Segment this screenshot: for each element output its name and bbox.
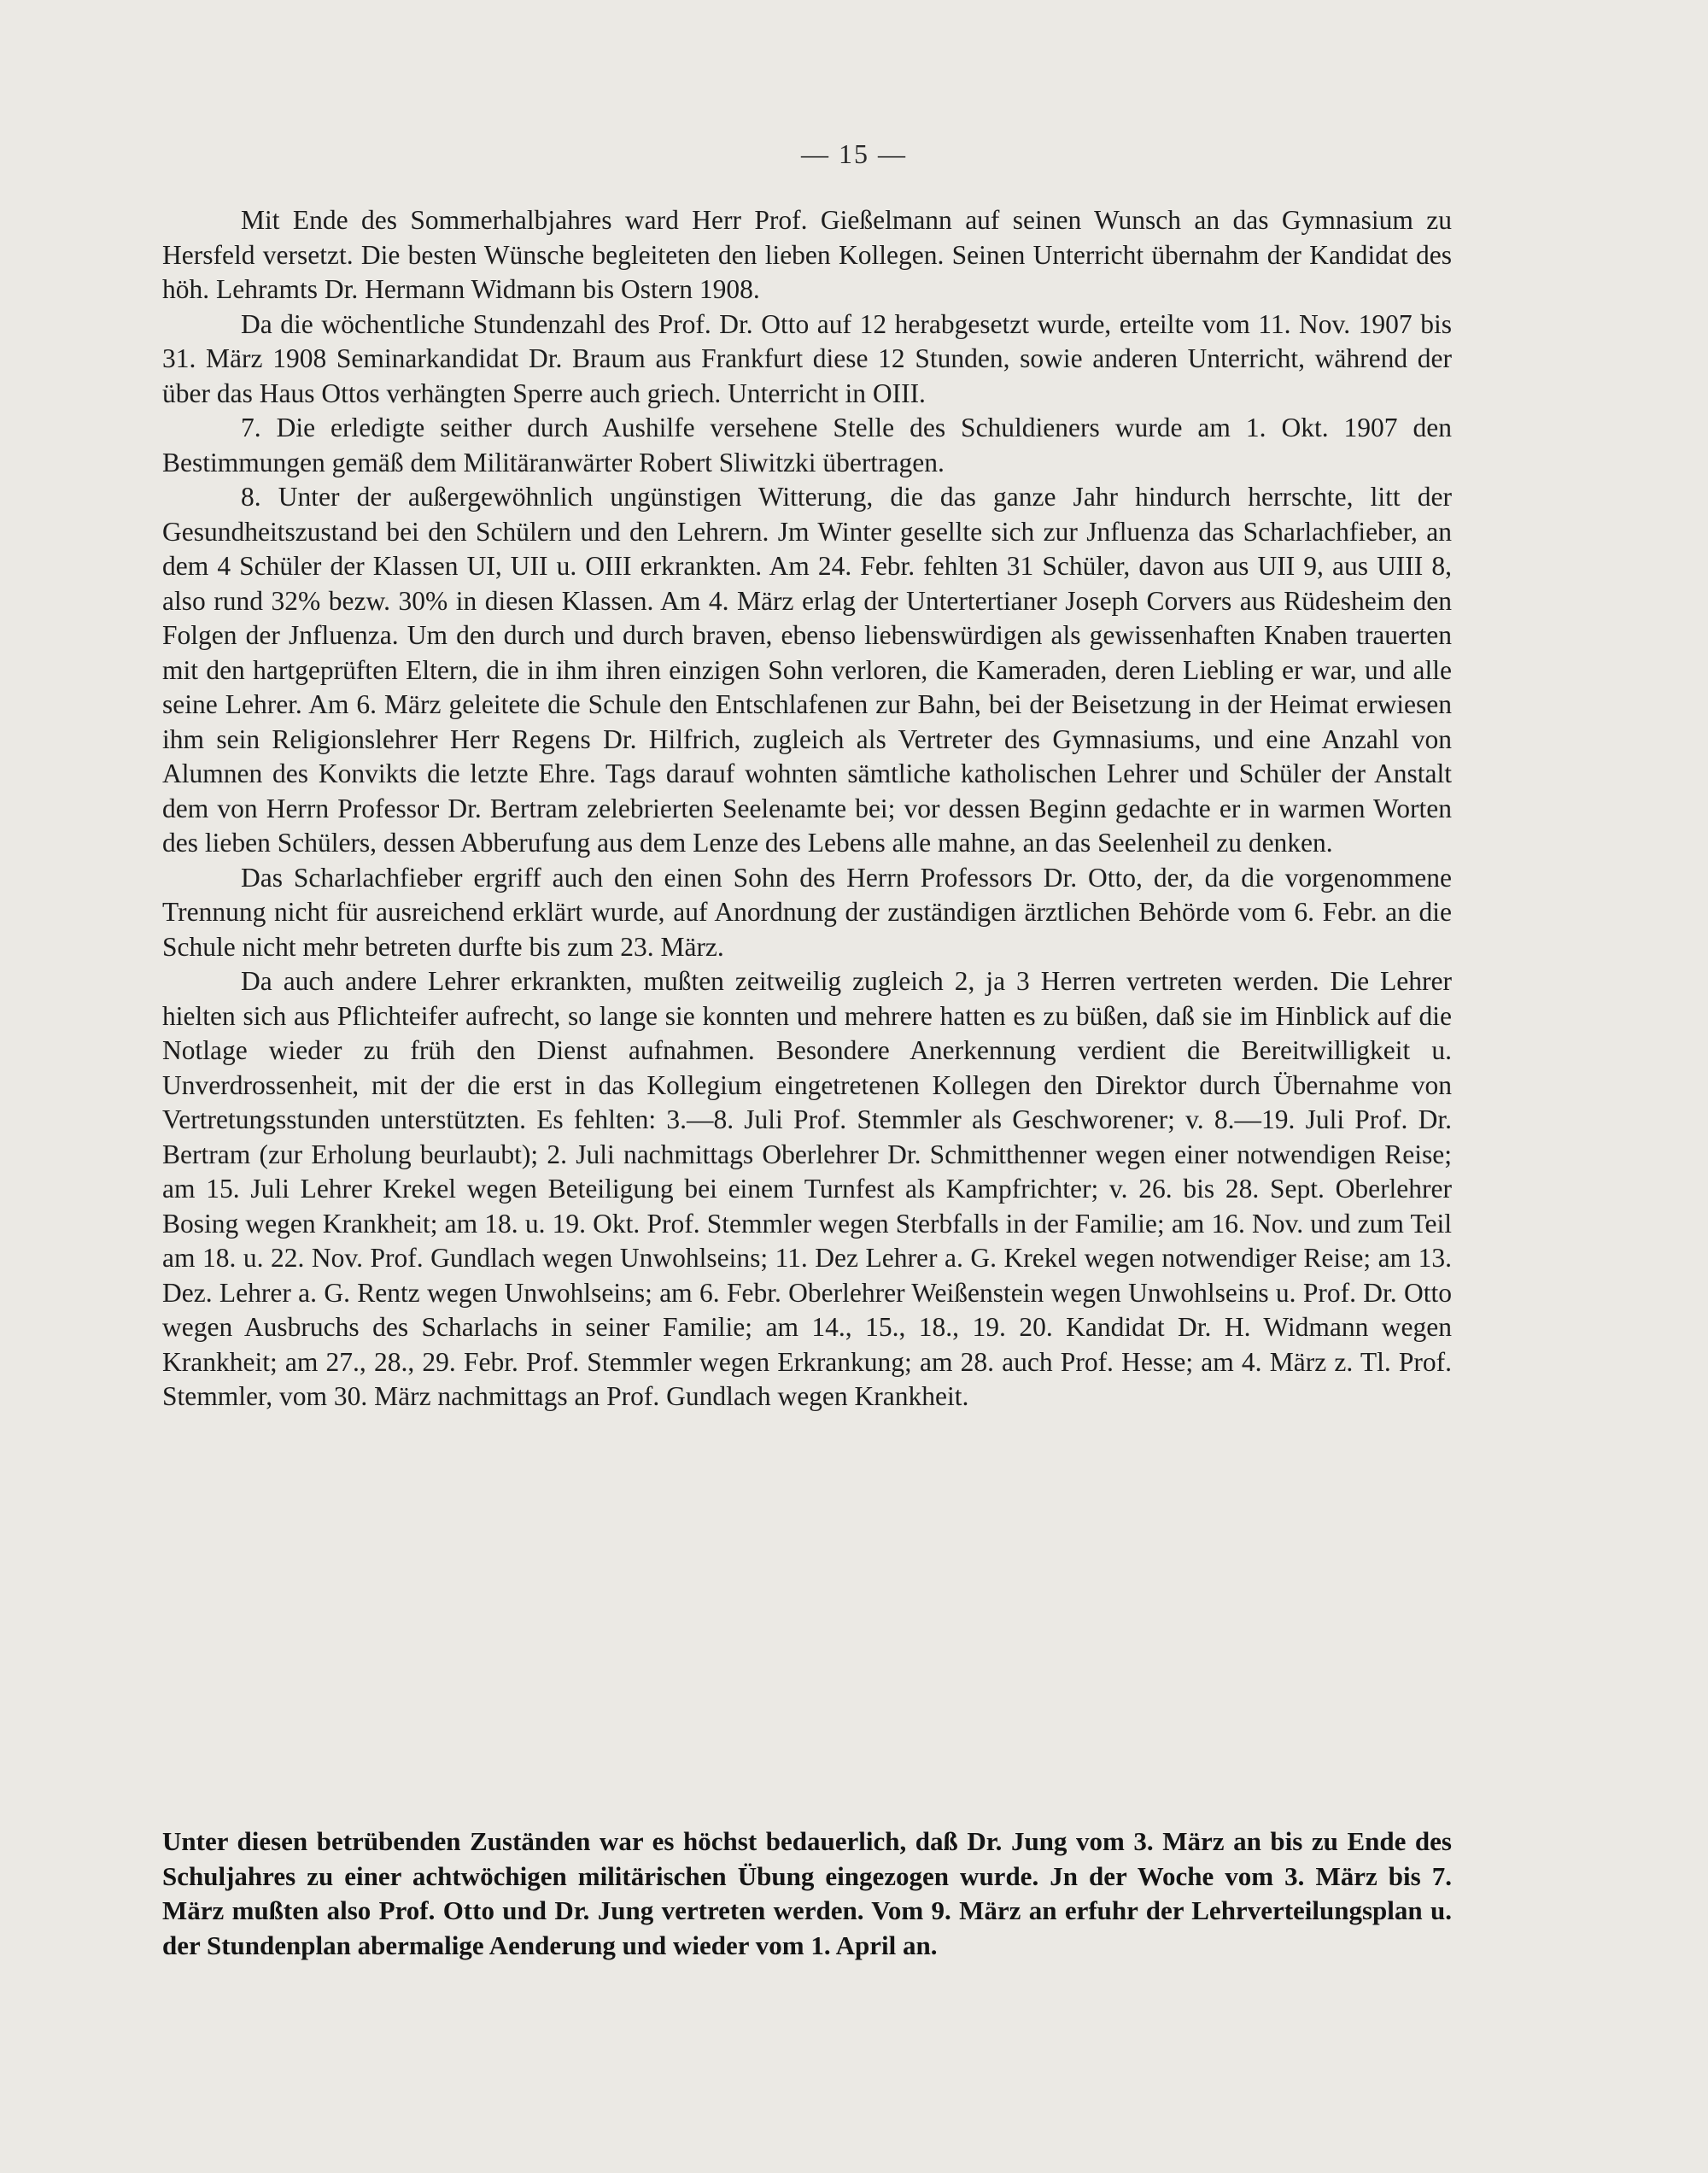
- paragraph-military-exercise: Unter diesen betrübenden Zuständen war es höchst bedauerlich, daß Dr. Jung vom 3. März an bis zu Ende des Schuljahres zu einer achtwöchigen militärischen Übung eingezogen wurde. Jn der Woche vom 3. März bis 7. März mußten also Prof. Otto und Dr. Jung vertreten werden. Vom 9. März an erfuhr der Lehrverteilungsplan u. der Stundenplan abermalige Aenderung und wieder vom 1. April an.: [162, 1826, 1452, 1960]
- paragraph-scarlet-fever: Das Scharlachfieber ergriff auch den einen Sohn des Herrn Professors Dr. Otto, der, da die vorgenommene Trennung nicht für ausreichend erklärt wurde, auf Anordnung der zuständigen ärztlichen Behörde vom 6. Febr. an die Schule nicht mehr betreten durfte bis zum 23. März.: [162, 862, 1452, 962]
- paragraph-teacher-absences: Da auch andere Lehrer erkrankten, mußten zeitweilig zugleich 2, ja 3 Herren vertreten werden. Die Lehrer hielten sich aus Pflichteifer aufrecht, so lange sie konnten und mehrere hatten es zu büßen, daß sie im Hinblick auf die Notlage wieder zu früh den Dienst aufnahmen. Besondere Anerkennung verdient die Bereitwilligkeit u. Unverdrossenheit, mit der die erst in das Kollegium eingetretenen Kollegen den Direktor durch Übernahme von Vertretungsstunden unterstützten. Es fehlten: 3.—8. Juli Prof. Stemmler als Geschworener; v. 8.—19. Juli Prof. Dr. Bertram (zur Erholung beurlaubt); 2. Juli nachmittags Oberlehrer Dr. Schmitthenner wegen einer notwendigen Reise; am 15. Juli Lehrer Krekel wegen Beteiligung bei einem Turnfest als Kampfrichter; v. 26. bis 28. Sept. Oberlehrer Bosing wegen Krankheit; am 18. u. 19. Okt. Prof. Stemmler wegen Sterbfalls in der Familie; am 16. Nov. und zum Teil am 18. u. 22. Nov. Prof. Gundlach wegen Unwohlseins; 11. Dez Lehrer a. G. Krekel wegen notwendiger Reise; am 13. Dez. Lehrer a. G. Rentz wegen Unwohlseins; am 6. Febr. Oberlehrer Weißenstein wegen Unwohlseins u. Prof. Dr. Otto wegen Ausbruchs des Scharlachs in seiner Familie; am 14., 15., 18., 19. 20. Kandidat Dr. H. Widmann wegen Krankheit; am 27., 28., 29. Febr. Prof. Stemmler wegen Erkrankung; am 28. auch Prof. Hesse; am 4. März z. Tl. Prof. Stemmler, vom 30. März nachmittags an Prof. Gundlach wegen Krankheit.: [162, 966, 1452, 1411]
- closing-text-block: [162, 1824, 1452, 1963]
- paragraph-health-situation: 8. Unter der außergewöhnlich ungünstigen Witterung, die das ganze Jahr hindurch herrschte, litt der Gesundheitszustand bei den Schülern und den Lehrern. Jm Winter gesellte sich zur Jnfluenza das Scharlachfieber, an dem 4 Schüler der Klassen UI, UII u. OIII erkrankten. Am 24. Febr. fehlten 31 Schüler, davon aus UII 9, aus UIII 8, also rund 32% bezw. 30% in diesen Klassen. Am 4. März erlag der Untertertianer Joseph Corvers aus Rüdesheim den Folgen der Jnfluenza. Um den durch und durch braven, ebenso liebenswürdigen als gewissenhaften Knaben trauerten mit den hartgeprüften Eltern, die in ihm ihren einzigen Sohn verloren, die Kameraden, deren Liebling er war, und alle seine Lehrer. Am 6. März geleitete die Schule den Entschlafenen zur Bahn, bei der Beisetzung in der Heimat erwiesen ihm sein Religionslehrer Herr Regens Dr. Hilfrich, zugleich als Vertreter des Gymnasiums, und eine Anzahl von Alumnen des Konvikts die letzte Ehre. Tags darauf wohnten sämtliche katholischen Lehrer und Schüler der Anstalt dem von Herrn Professor Dr. Bertram zelebrierten Seelenamte bei; vor dessen Beginn gedachte er in warmen Worten des lieben Schülers, dessen Abberufung aus dem Lenze des Lebens alle mahne, an das Seelenheil zu denken.: [162, 482, 1452, 858]
- paragraph-otto-hours: Da die wöchentliche Stundenzahl des Prof. Dr. Otto auf 12 herabgesetzt wurde, erteilte vom 11. Nov. 1907 bis 31. März 1908 Seminarkandidat Dr. Braum aus Frankfurt diese 12 Stunden, sowie anderen Unterricht, während der über das Haus Ottos verhängten Sperre auch griech. Unterricht in OIII.: [162, 308, 1452, 408]
- paragraph-transfer-giesselmann: Mit Ende des Sommerhalbjahres ward Herr Prof. Gießelmann auf seinen Wunsch an das Gymnasium zu Hersfeld versetzt. Die besten Wünsche begleiteten den lieben Kollegen. Seinen Unterricht übernahm der Kandidat des höh. Lehramts Dr. Hermann Widmann bis Ostern 1908.: [162, 205, 1452, 304]
- page-number: — 15 —: [801, 138, 907, 169]
- main-text-block: [162, 203, 1452, 1414]
- paragraph-school-servant: 7. Die erledigte seither durch Aushilfe versehene Stelle des Schuldieners wurde am 1. Okt. 1907 den Bestimmungen gemäß dem Militäranwärter Robert Sliwitzki übertragen.: [162, 413, 1452, 477]
